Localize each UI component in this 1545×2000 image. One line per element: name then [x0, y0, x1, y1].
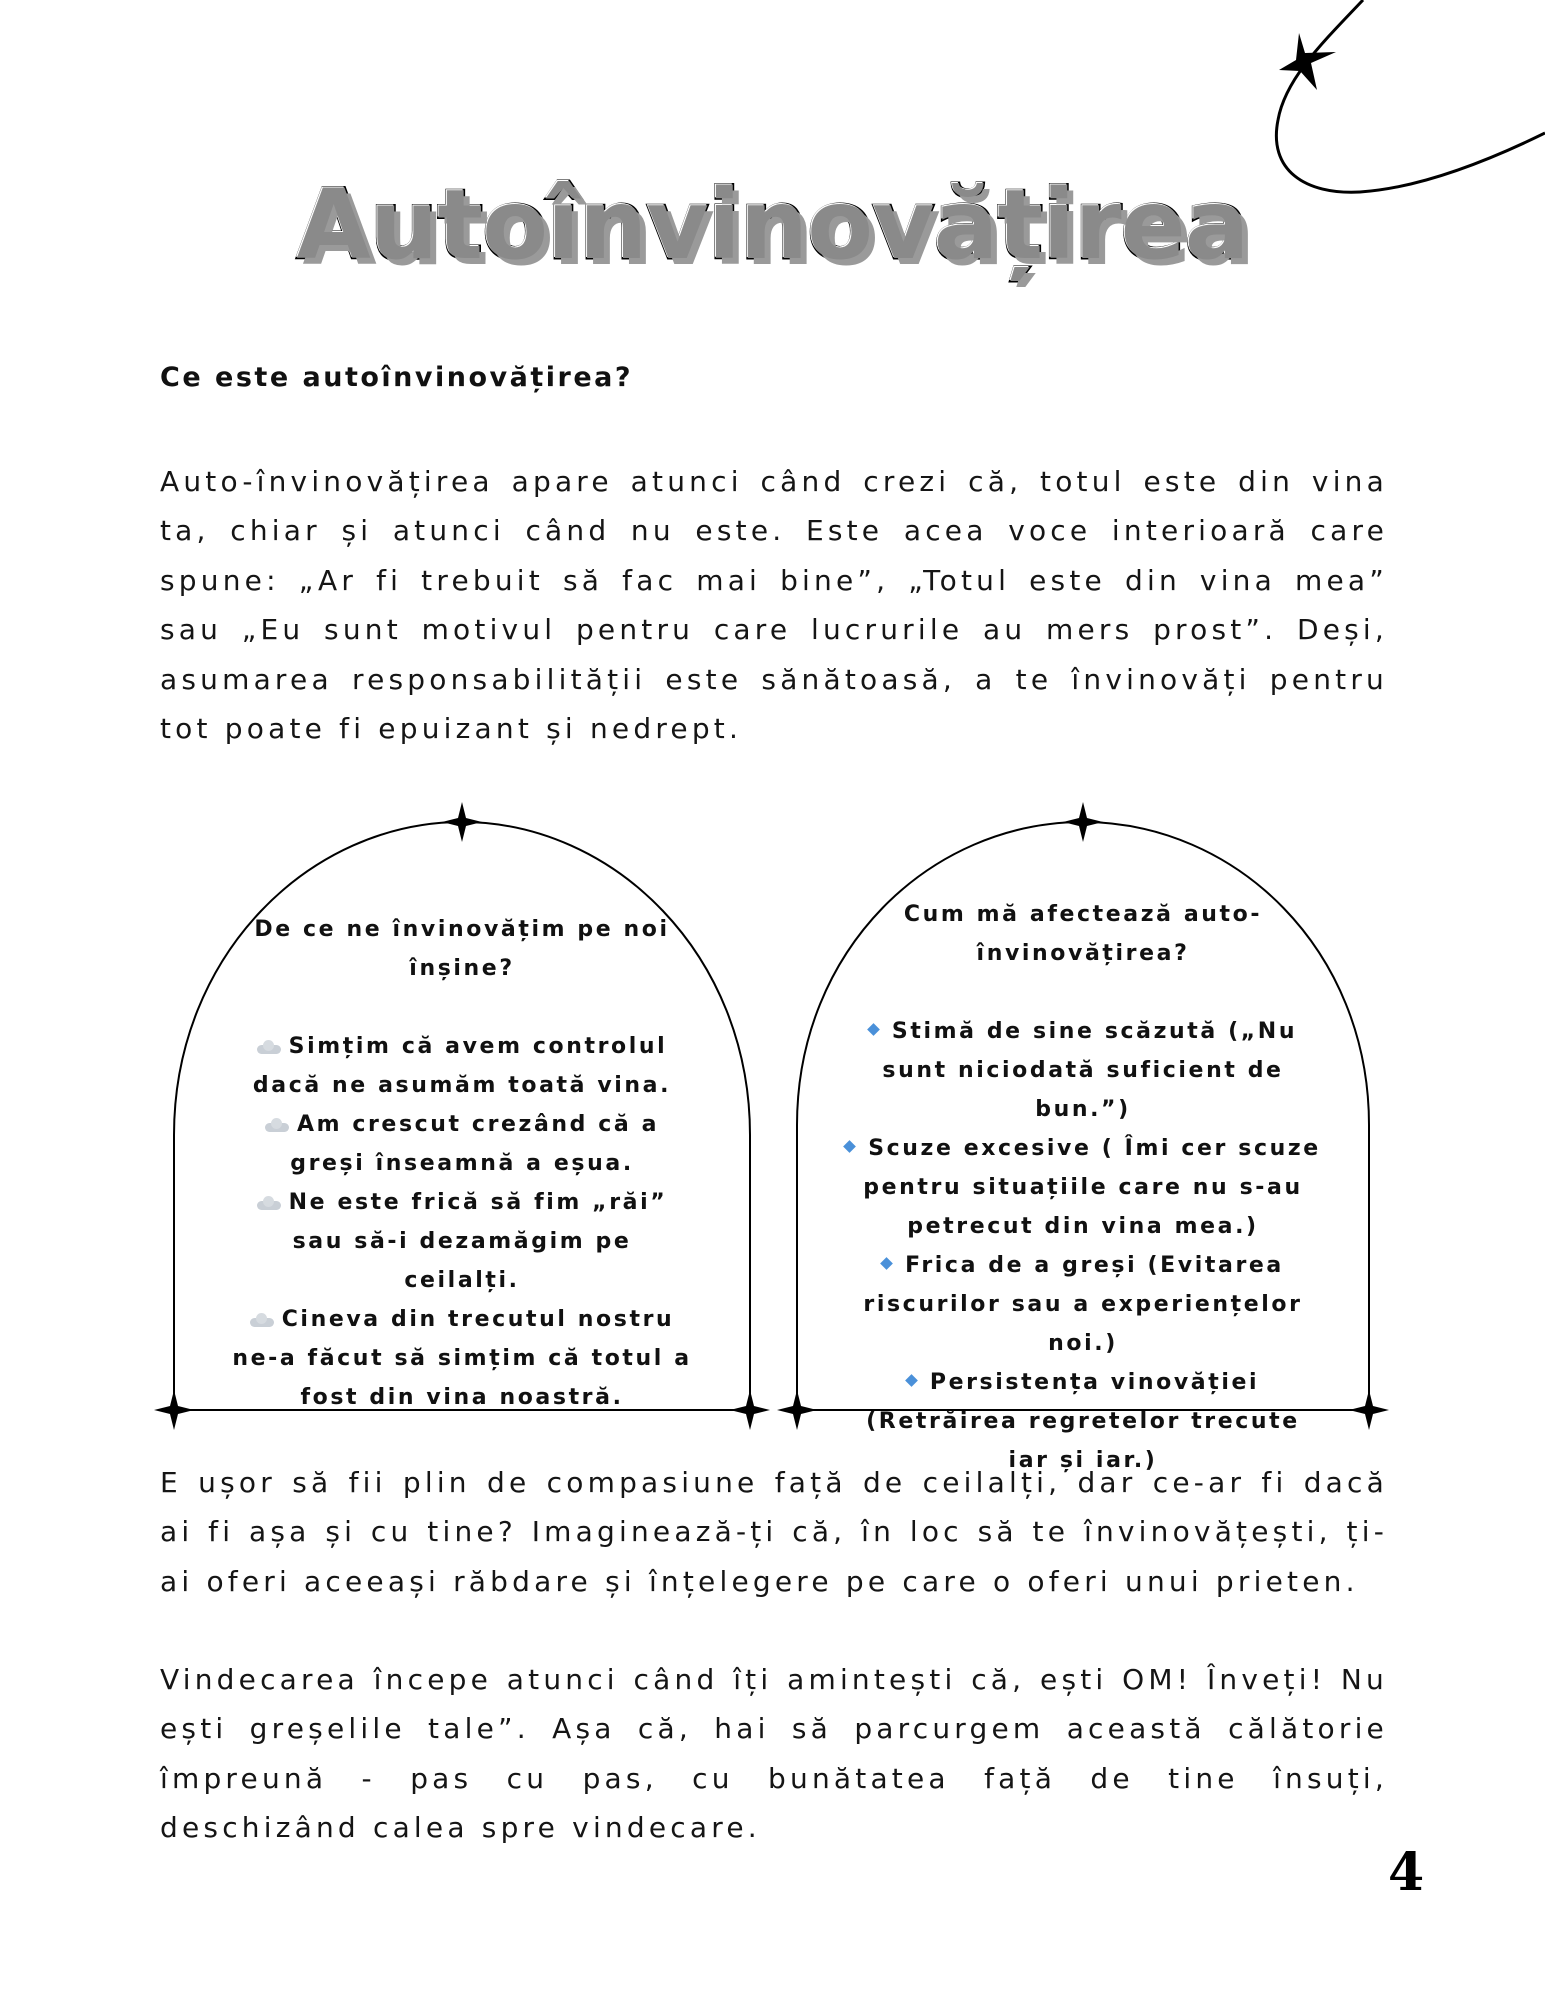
arch-card-left [170, 805, 754, 1415]
list-item: Persistența vinovăției (Retrăirea regretelor trecute iar și iar.) [866, 1370, 1300, 1473]
list-item: Simțim că avem controlul dacă ne asumăm toată vina. [252, 1034, 672, 1098]
compassion-paragraph: E ușor să fii plin de compasiune față de ceilalți, dar ce-ar fi dacă ai fi așa și cu tine? Imaginează-ți că, în loc să te învinovățești, ți-ai oferi aceeași răbdare și înțelegere pe care o oferi unui prieten. [160, 1466, 1388, 1598]
sparkle-icon [154, 1390, 194, 1430]
list-item: Frica de a greși (Evitarea riscurilor sau a experiențelor noi.) [863, 1253, 1303, 1356]
healing-paragraph: Vindecarea începe atunci când îți amintești că, ești OM! Înveți! Nu ești greșelile tale”. Așa că, hai să parcurgem această călătorie împreună - pas cu pas, cu bunătatea față de tine însuți, deschizând calea spre vindecare. [160, 1663, 1388, 1845]
sparkle-icon [1349, 1390, 1389, 1430]
sparkle-icon [777, 1390, 817, 1430]
arch-content-left [230, 910, 694, 1417]
diamond-icon [880, 1257, 893, 1270]
cloud-icon [265, 1118, 289, 1132]
sparkle-icon [730, 1390, 770, 1430]
diamond-icon [843, 1140, 856, 1153]
cloud-icon [257, 1040, 281, 1054]
diamond-icon [867, 1023, 880, 1036]
arch-content-right [845, 895, 1321, 1480]
sparkle-icon [442, 802, 482, 842]
card-heading: De ce ne învinovățim pe noi înșine? [254, 917, 670, 981]
list-item: Stimă de sine scăzută („Nu sunt niciodată suficient de bun.”) [845, 1012, 1321, 1129]
list-item: Scuze excesive ( Îmi cer scuze pentru situațiile care nu s-au petrecut din vina mea.) [845, 1129, 1321, 1246]
page-title: Autoînvinovățirea [296, 169, 1249, 281]
diamond-icon [905, 1374, 918, 1387]
cloud-icon [257, 1196, 281, 1210]
intro-paragraph: Auto-învinovățirea apare atunci când crezi că, totul este din vina ta, chiar și atunci când nu este. Este acea voce interioară care spune: „Ar fi trebuit să fac mai bine”, „Totul este din vina mea” sau „Eu sunt motivul pentru care lucrurile au mers prost”. Deși, asumarea responsabilității este sănătoasă, a te învinovăți pentru tot poate fi epuizant și nedrept. [160, 465, 1388, 746]
star-icon [1279, 33, 1336, 90]
list-item: Ne este frică să fim „răi” sau să-i dezamăgim pe ceilalți. [230, 1183, 694, 1300]
arch-card-right [795, 805, 1371, 1473]
cloud-icon [250, 1313, 274, 1327]
card-heading: Cum mă afectează auto-învinovățirea? [903, 902, 1263, 966]
list-item: Am crescut crezând că a greși înseamnă a eșua. [230, 1105, 694, 1183]
list-item: Cineva din trecutul nostru ne-a făcut să simțim că totul a fost din vina noastră. [232, 1307, 692, 1410]
page-number: 4 [1388, 1842, 1425, 1903]
sparkle-icon [1063, 802, 1103, 842]
section-heading: Ce este autoînvinovățirea? [160, 362, 634, 393]
